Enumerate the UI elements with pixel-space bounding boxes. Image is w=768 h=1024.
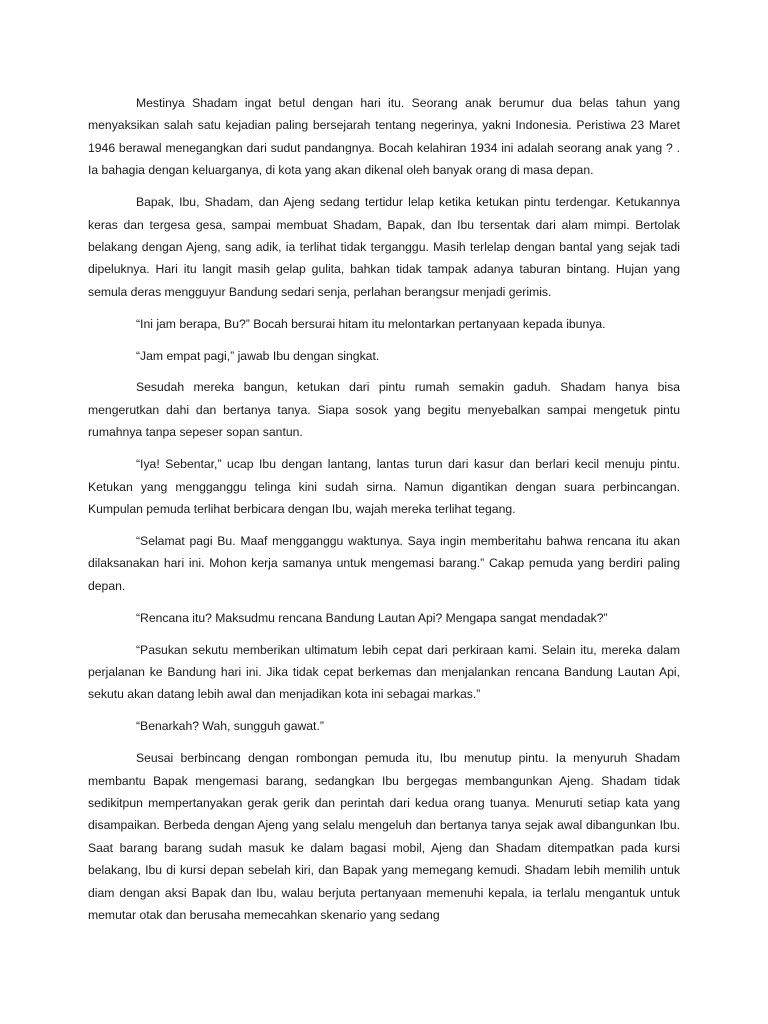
paragraph: Mestinya Shadam ingat betul dengan hari itu. Seorang anak berumur dua belas tahun yang menyaksikan salah satu kejadian paling bersejarah tentang negerinya, yakni Indonesia. Peristiwa 23 Maret 1946 berawal menegangkan dari sudut pandangnya. Bocah kelahiran 1934 ini adalah seorang anak yang ? . Ia bahagia dengan keluarganya, di kota yang akan dikenal oleh banyak orang di masa depan.: [88, 96, 680, 178]
paragraph: “Jam empat pagi,” jawab Ibu dengan singkat.: [136, 348, 380, 363]
paragraph: “Selamat pagi Bu. Maaf mengganggu waktunya. Saya ingin memberitahu bahwa rencana itu akan dilaksanakan hari ini. Mohon kerja samanya untuk mengemasi barang.” Cakap pemuda yang berdiri paling depan.: [88, 533, 680, 593]
paragraph: “Benarkah? Wah, sungguh gawat.”: [136, 719, 324, 734]
paragraph: “Ini jam berapa, Bu?” Bocah bersurai hitam itu melontarkan pertanyaan kepada ibunya.: [136, 316, 606, 331]
paragraph: Sesudah mereka bangun, ketukan dari pintu rumah semakin gaduh. Shadam hanya bisa mengerutkan dahi dan bertanya tanya. Siapa sosok yang begitu menyebalkan sampai mengetuk pintu rumahnya tanpa sepeser sopan santun.: [88, 380, 680, 440]
document-page: [88, 92, 680, 936]
paragraph: Seusai berbincang dengan rombongan pemuda itu, Ibu menutup pintu. Ia menyuruh Shadam membantu Bapak mengemasi barang, sedangkan Ibu bergegas membangunkan Ajeng. Shadam tidak sedikitpun mempertanyakan gerak gerik dan perintah dari kedua orang tuanya. Menuruti setiap kata yang disampaikan. Berbeda dengan Ajeng yang selalu mengeluh dan bertanya tanya sejak awal dibangunkan Ibu. Saat barang barang sudah masuk ke dalam bagasi mobil, Ajeng dan Shadam ditempatkan pada kursi belakang, Ibu di kursi depan sebelah kiri, dan Bapak yang memegang kemudi. Shadam lebih memilih untuk diam dengan aksi Bapak dan Ibu, walau berjuta pertanyaan memenuhi kepala, ia terlalu mengantuk untuk memutar otak dan berusaha memecahkan skenario yang sedang: [88, 751, 680, 922]
paragraph: “Iya! Sebentar,” ucap Ibu dengan lantang, lantas turun dari kasur dan berlari kecil menuju pintu. Ketukan yang mengganggu telinga kini sudah sirna. Namun digantikan dengan suara perbincangan. Kumpulan pemuda terlihat berbicara dengan Ibu, wajah mereka terlihat tegang.: [88, 457, 680, 516]
paragraph: Bapak, Ibu, Shadam, dan Ajeng sedang tertidur lelap ketika ketukan pintu terdengar. Ketukannya keras dan tergesa gesa, sampai membuat Shadam, Bapak, dan Ibu tersentak dari alam mimpi. Bertolak belakang dengan Ajeng, sang adik, ia terlihat tidak terganggu. Masih terlelap dengan bantal yang sejak tadi dipeluknya. Hari itu langit masih gelap gulita, bahkan tidak tampak adanya taburan bintang. Hujan yang semula deras mengguyur Bandung sedari senja, perlahan berangsur menjadi gerimis.: [88, 195, 680, 299]
paragraph: “Pasukan sekutu memberikan ultimatum lebih cepat dari perkiraan kami. Selain itu, mereka dalam perjalanan ke Bandung hari ini. Jika tidak cepat berkemas dan menjalankan rencana Bandung Lautan Api, sekutu akan datang lebih awal dan menjadikan kota ini sebagai markas.”: [88, 642, 680, 702]
paragraph: “Rencana itu? Maksudmu rencana Bandung Lautan Api? Mengapa sangat mendadak?”: [136, 610, 608, 625]
